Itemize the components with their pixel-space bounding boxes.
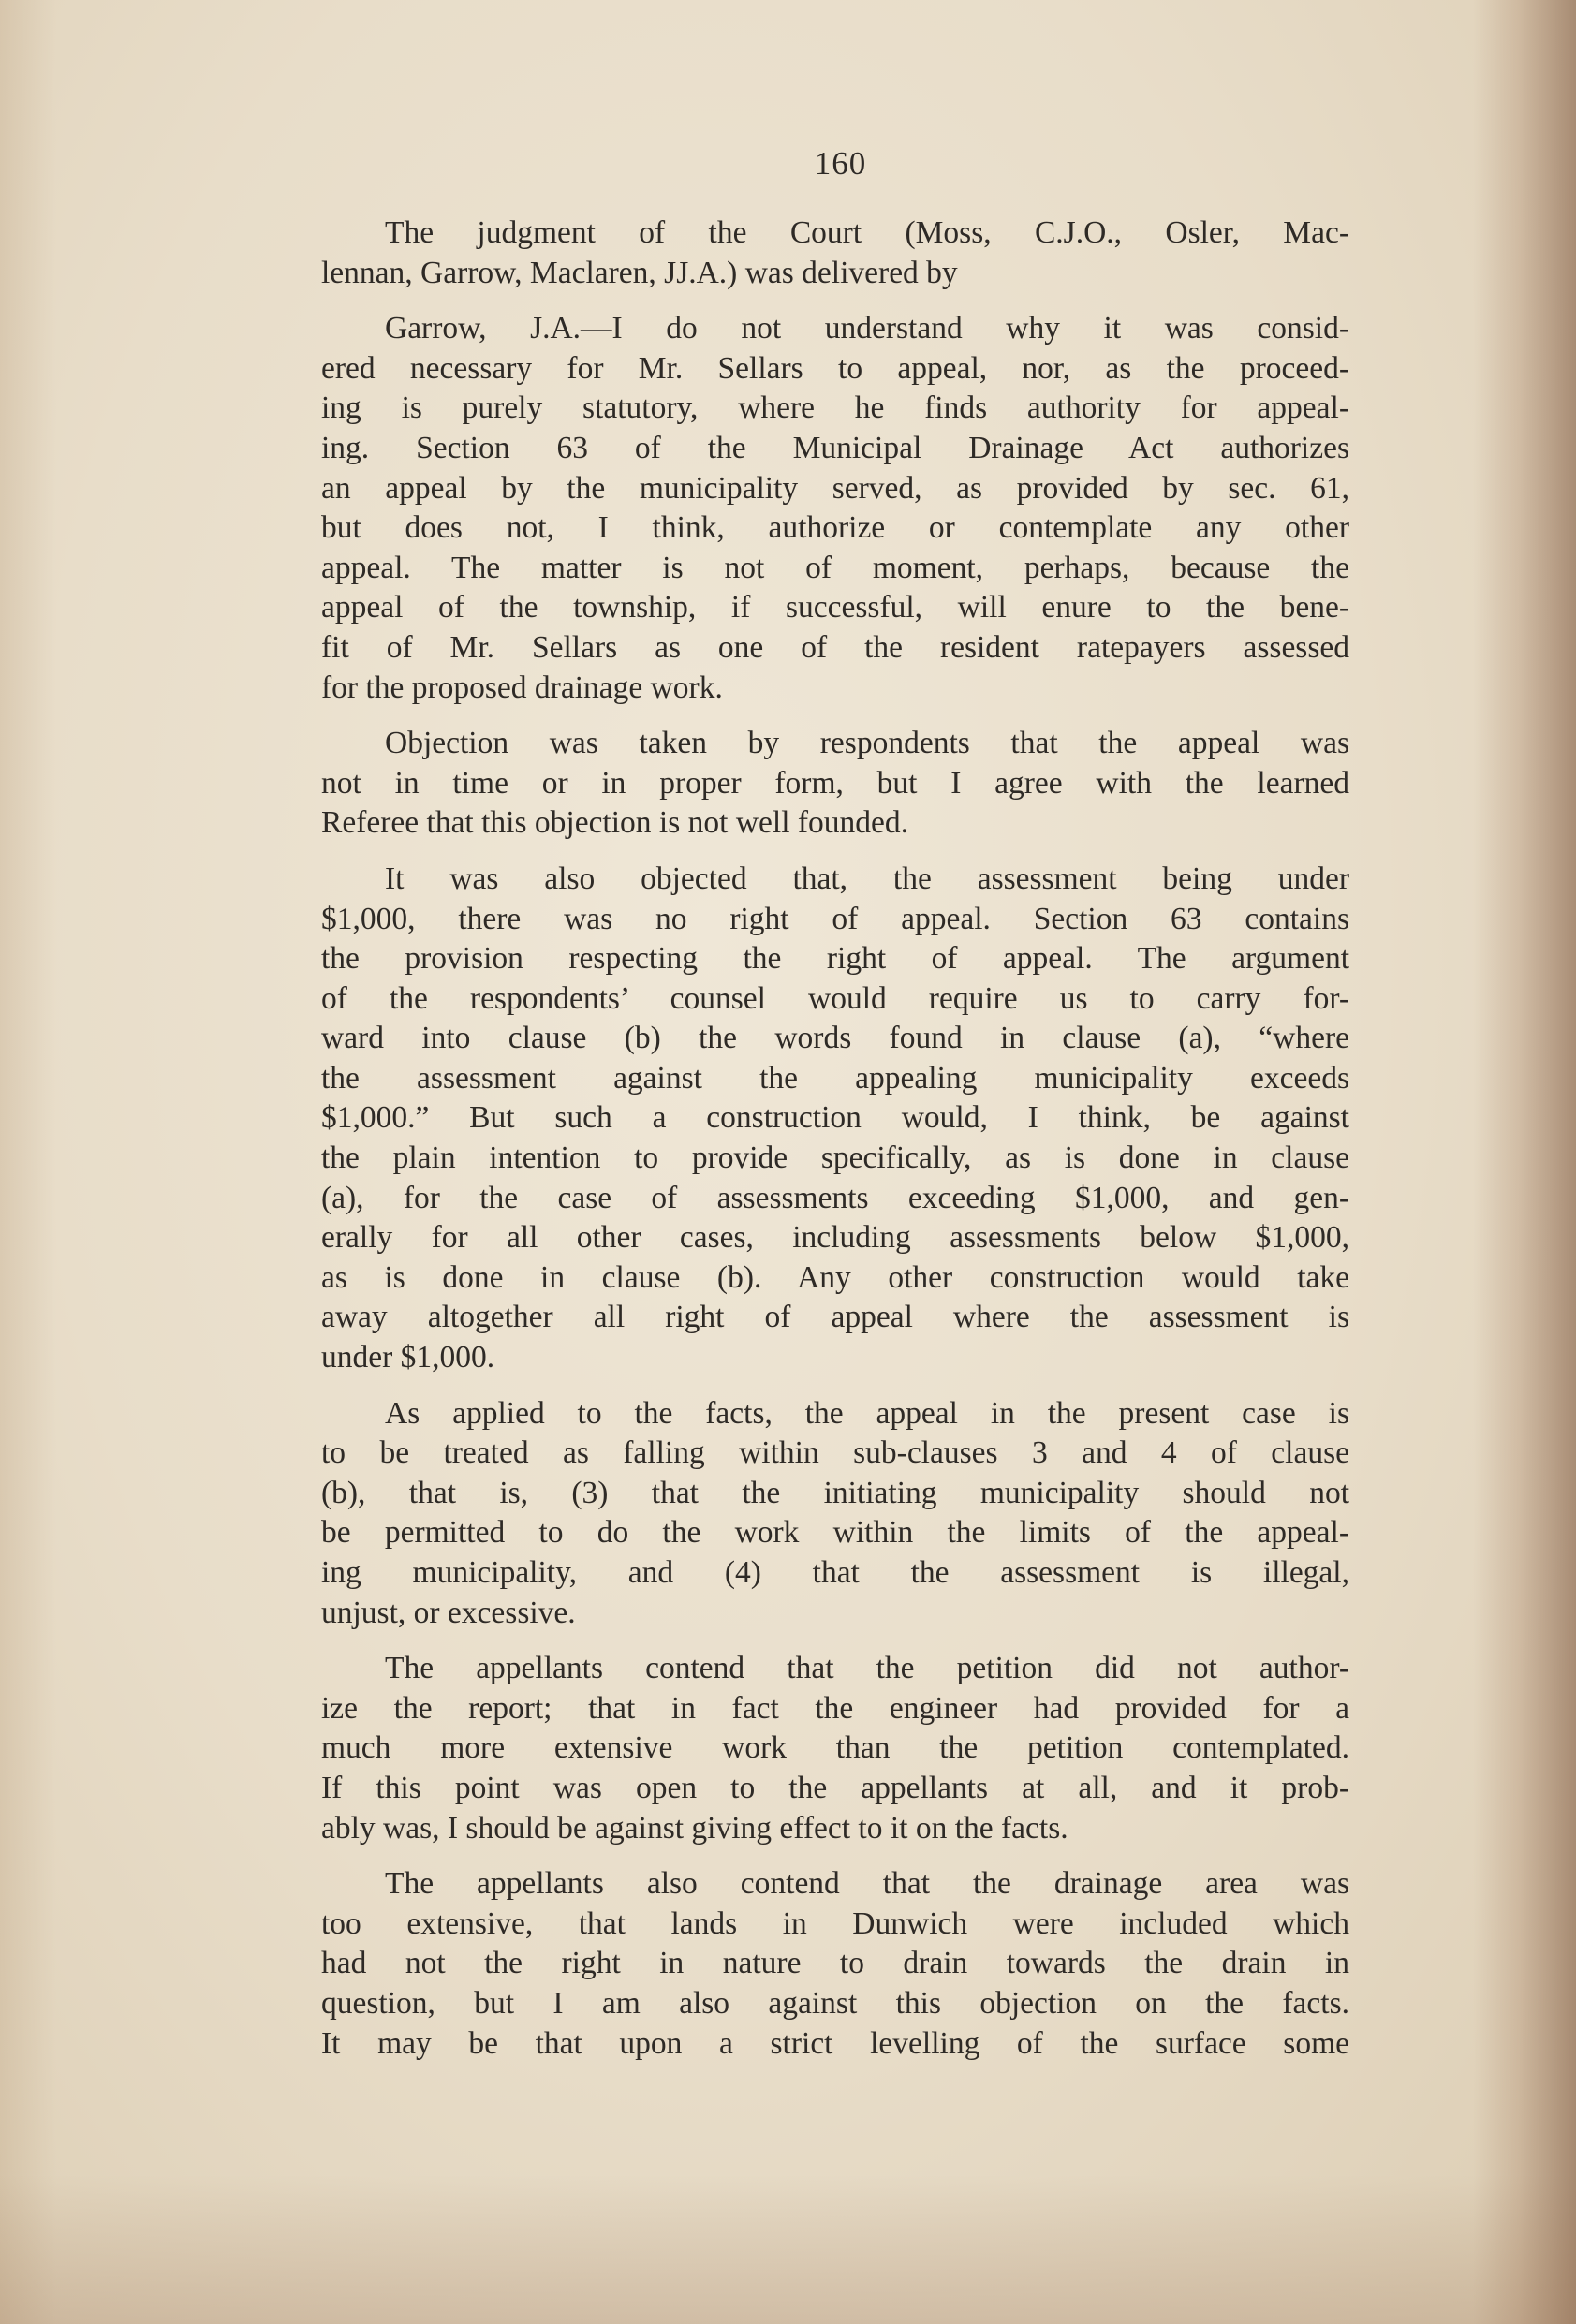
page-edge-shading-left [0,0,56,2324]
text-line: ize the report; that in fact the engineer had provided for a [321,1690,1349,1726]
paragraph-gap [321,844,1349,860]
text-line: the assessment against the appealing municipality exceeds [321,1060,1349,1096]
paragraph-gap [321,1378,1349,1394]
text-line: If this point was open to the appellants at all, and it prob- [321,1770,1349,1805]
paragraph-gap [321,1848,1349,1864]
paragraph [321,309,1349,708]
paragraph [321,1394,1349,1634]
text-line: ing. Section 63 of the Municipal Drainage Act authorizes [321,430,1349,465]
text-line: ered necessary for Mr. Sellars to appeal, nor, as the proceed- [321,350,1349,386]
text-line: for the proposed drainage work. [321,669,723,705]
text-line: As applied to the facts, the appeal in the present case is [385,1395,1349,1431]
text-line: to be treated as falling within sub-clauses 3 and 4 of clause [321,1435,1349,1471]
text-line: Objection was taken by respondents that the appeal was [385,726,1349,761]
text-line: lennan, Garrow, Maclaren, JJ.A.) was delivered by [321,255,958,290]
text-line: of the respondents’ counsel would require us to carry for- [321,980,1349,1016]
text-line: (a), for the case of assessments exceeding $1,000, and gen- [321,1180,1349,1215]
text-line: Garrow, J.A.—I do not understand why it was consid- [385,311,1349,346]
text-line: away altogether all right of appeal where the assessment is [321,1300,1349,1335]
text-line: be permitted to do the work within the limits of the appeal- [321,1515,1349,1551]
text-line: The appellants contend that the petition did not author- [385,1651,1349,1686]
text-line: ward into clause (b) the words found in clause (a), “where [321,1021,1349,1056]
page-number: 160 [814,145,867,182]
paragraph [321,213,1349,293]
page-edge-shading-bottom [0,2174,1576,2324]
text-line: unjust, or excessive. [321,1595,576,1630]
page-edge-shading-right [1473,0,1576,2324]
text-line: but does not, I think, authorize or contemplate any other [321,510,1349,546]
text-line: an appeal by the municipality served, as provided by sec. 61, [321,470,1349,506]
text-line: had not the right in nature to drain towards the drain in [321,1946,1349,1981]
text-line: under $1,000. [321,1340,495,1375]
text-line: ing is purely statutory, where he finds authority for appeal- [321,390,1349,426]
text-line: too extensive, that lands in Dunwich were included which [321,1905,1349,1941]
text-line: (b), that is, (3) that the initiating municipality should not [321,1475,1349,1510]
text-line: The appellants also contend that the drainage area was [385,1866,1349,1902]
text-line: the provision respecting the right of appeal. The argument [321,941,1349,977]
text-line: question, but I am also against this objection on the facts. [321,1985,1349,2021]
text-line: as is done in clause (b). Any other construction would take [321,1259,1349,1295]
text-line: not in time or in proper form, but I agree with the learned [321,765,1349,801]
text-line: ably was, I should be against giving effect to it on the facts. [321,1810,1068,1846]
text-line: It may be that upon a strict levelling of the surface some [321,2025,1349,2061]
text-line: ing municipality, and (4) that the assessment is illegal, [321,1555,1349,1590]
paragraph [321,1649,1349,1848]
text-line: the plain intention to provide specifically, as is done in clause [321,1140,1349,1176]
paragraph [321,860,1349,1378]
paragraph [321,1864,1349,2064]
paragraph-gap [321,1633,1349,1649]
text-line: appeal of the township, if successful, will enure to the bene- [321,590,1349,625]
paragraph [321,724,1349,844]
text-line: erally for all other cases, including assessments below $1,000, [321,1220,1349,1256]
body-text [321,213,1349,2064]
paragraph-gap [321,293,1349,309]
text-line: fit of Mr. Sellars as one of the resident ratepayers assessed [321,629,1349,665]
text-line: much more extensive work than the petition contemplated. [321,1730,1349,1766]
text-line: appeal. The matter is not of moment, perhaps, because the [321,550,1349,585]
text-line: It was also objected that, the assessment being under [385,860,1349,896]
paragraph-gap [321,708,1349,724]
text-line: $1,000, there was no right of appeal. Section 63 contains [321,901,1349,936]
text-line: Referee that this objection is not well founded. [321,805,909,841]
text-line: $1,000.” But such a construction would, I think, be against [321,1100,1349,1136]
text-line: The judgment of the Court (Moss, C.J.O., Osler, Mac- [385,215,1349,250]
